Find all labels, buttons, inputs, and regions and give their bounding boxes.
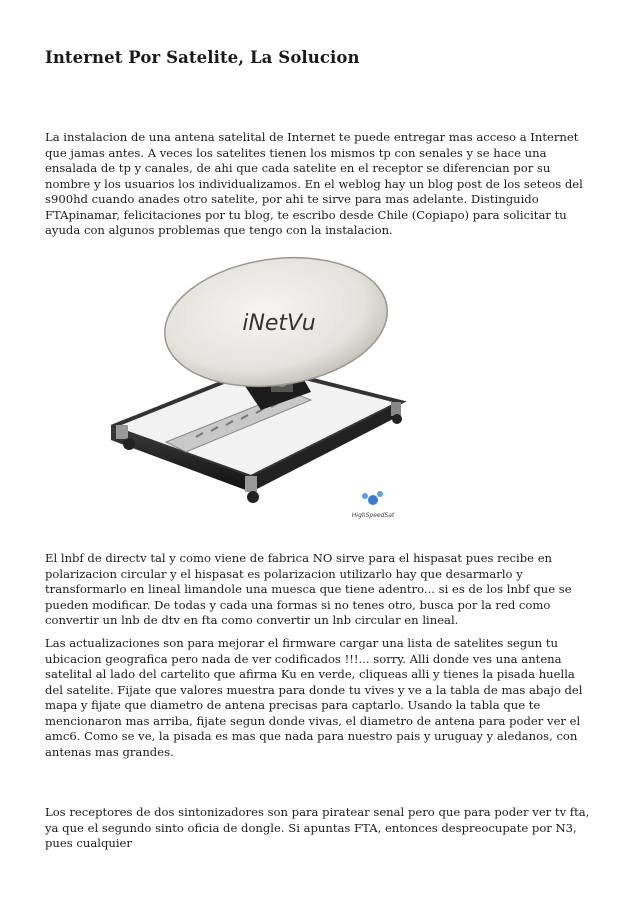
dish-logo-text: iNetVu [242, 311, 316, 336]
brand-logo-text: HighSpeedSat [351, 512, 395, 519]
brand-logo [352, 491, 395, 519]
paragraph-intro: La instalacion de una antena satelital de Internet te puede entregar mas acceso a Internet que jamas antes. A veces los satelites tienen los mismos tp con senales y se hace una ensalada de tp y canales, de ahi que cada satelite en el receptor se diferencian por su nombre y los usuarios los individualizamos. En el weblog hay un blog post de los seteos del s900hd cuando anades otro satelite, por ahi te sirve para mas adelante. Distinguido FTApinamar, felicitaciones por tu blog, te escribo desde Chile (Copiapo) para solicitar tu ayuda con algunos problemas que tengo con la instalacion. [45, 130, 583, 237]
paragraph-receivers: Los receptores de dos sintonizadores son para piratear senal pero que para poder ver tv fta, ya que el segundo sinto oficia de dongle. Si apuntas FTA, entonces despreocupate por N3, pues cualquier [45, 805, 590, 850]
paragraph-lnbf: El lnbf de directv tal y como viene de fabrica NO sirve para el hispasat pues recibe en polarizacion circular y el hispasat es polarizacion utilizarlo hay que desarmarlo y transformarlo en lineal limandole una muesca que tiene adentro... si es de los lnbf que se pueden modificar. De todas y cada una formas si no tenes otro, busca por la red como convertir un lnb de dtv en fta como convertir un lnb circular en lineal. [45, 551, 572, 627]
satellite-antenna-illustration [111, 252, 411, 542]
page-title: Internet Por Satelite, La Solucion [45, 48, 360, 67]
satellite-antenna-image [111, 252, 411, 542]
paragraph-updates: Las actualizaciones son para mejorar el firmware cargar una lista de satelites segun tu ubicacion geografica pero nada de ver codificados !!!... sorry. Alli donde ves una antena satelital al lado del cartelito que afirma Ku en verde, cliqueas alli y tienes la pisada huella del satelite. Fijate que valores muestra para donde tu vives y ve a la tabla de mas abajo del mapa y fijate que diametro de antena precisas para captarlo. Usando la tabla que te mencionaron mas arriba, fijate segun donde vivas, el diametro de antena para poder ver el amc6. Como se ve, la pisada es mas que nada para nuestro pais y uruguay y aledanos, con antenas mas grandes. [45, 636, 583, 759]
